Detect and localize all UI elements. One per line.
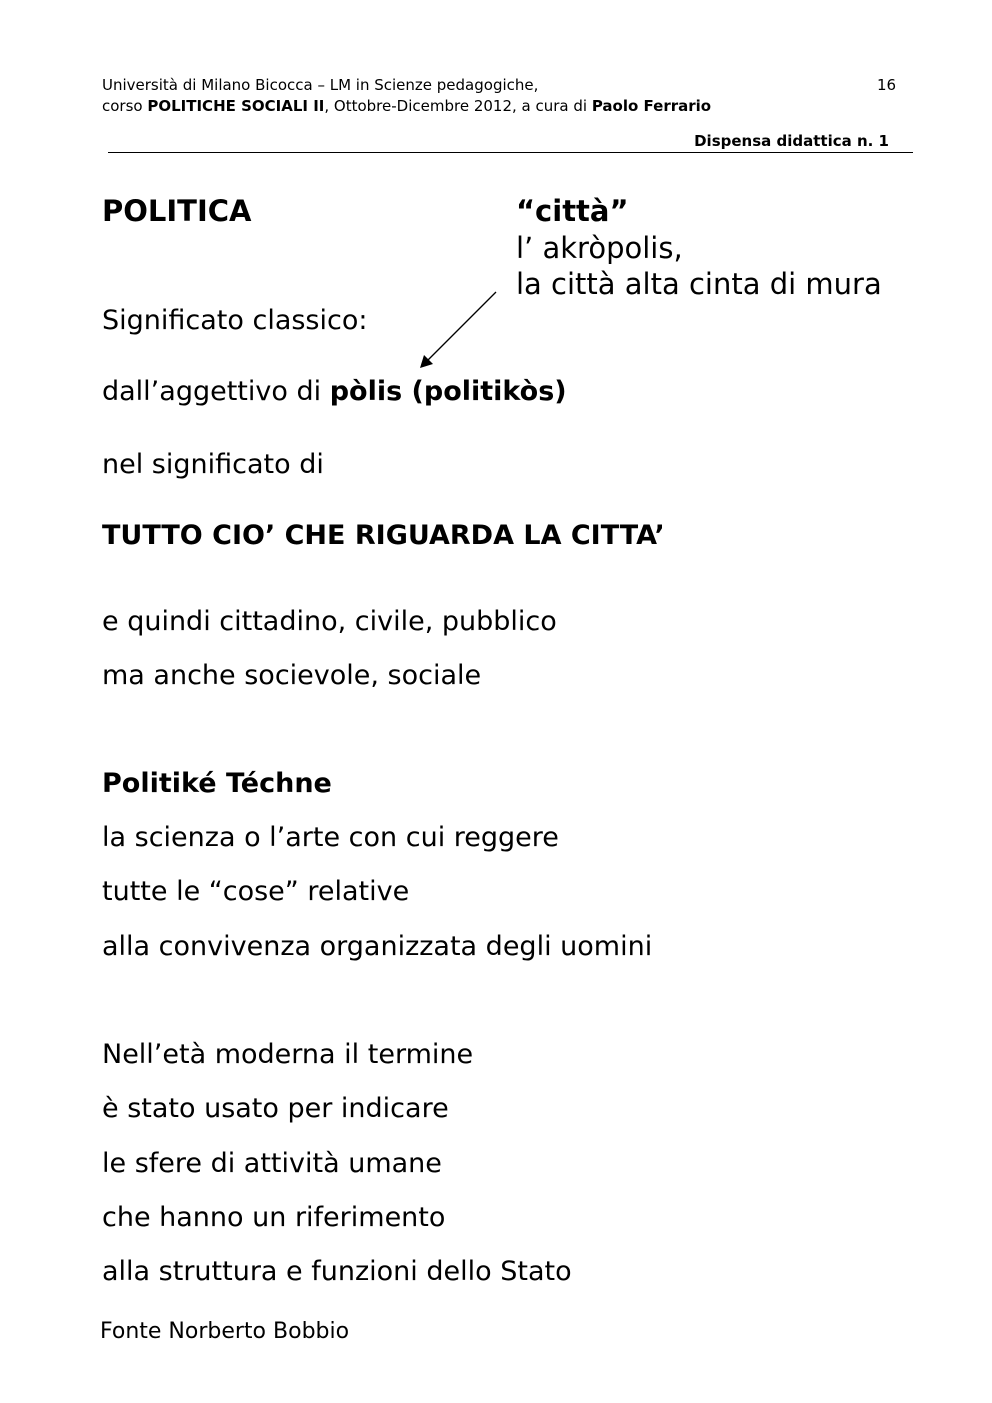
techne-line: alla convivenza organizzata degli uomini [102, 931, 653, 962]
header-institution: Università di Milano Bicocca – LM in Scienze pedagogiche, [102, 76, 539, 94]
page-title: POLITICA [102, 194, 252, 228]
classic-meaning: Significato classico: [102, 305, 368, 336]
adjective-line [102, 376, 567, 407]
adjective-polis: pòlis (politikòs) [329, 376, 567, 407]
techne-line: tutte le “cose” relative [102, 876, 410, 907]
source-note: Fonte Norberto Bobbio [100, 1319, 350, 1344]
citta-quote: “città” [516, 194, 629, 228]
akropolis-line: l’ akròpolis, [516, 231, 683, 265]
modern-line: le sfere di attività umane [102, 1148, 442, 1179]
modern-line: alla struttura e funzioni dello Stato [102, 1256, 572, 1287]
header-course-prefix: corso [102, 97, 148, 115]
header-author: Paolo Ferrario [591, 97, 712, 115]
techne-line: la scienza o l’arte con cui reggere [102, 822, 559, 853]
citta-alta-line: la città alta cinta di mura [516, 267, 882, 301]
modern-line: che hanno un riferimento [102, 1202, 446, 1233]
meaning-of: nel significato di [102, 449, 324, 480]
techne-title: Politiké Téchne [102, 768, 332, 799]
handout-label: Dispensa didattica n. 1 [694, 132, 889, 150]
modern-line: Nell’età moderna il termine [102, 1039, 474, 1070]
page-number: 16 [877, 76, 897, 94]
modern-line: è stato usato per indicare [102, 1093, 449, 1124]
header-course-name: POLITICHE SOCIALI II [147, 97, 325, 115]
social-line: ma anche socievole, sociale [102, 660, 482, 691]
header-course-dates: , Ottobre-Dicembre 2012, a cura di [324, 97, 592, 115]
adjective-prefix: dall’aggettivo di [102, 376, 330, 407]
everything-city: TUTTO CIO’ CHE RIGUARDA LA CITTA’ [102, 520, 665, 551]
citizen-line: e quindi cittadino, civile, pubblico [102, 606, 557, 637]
